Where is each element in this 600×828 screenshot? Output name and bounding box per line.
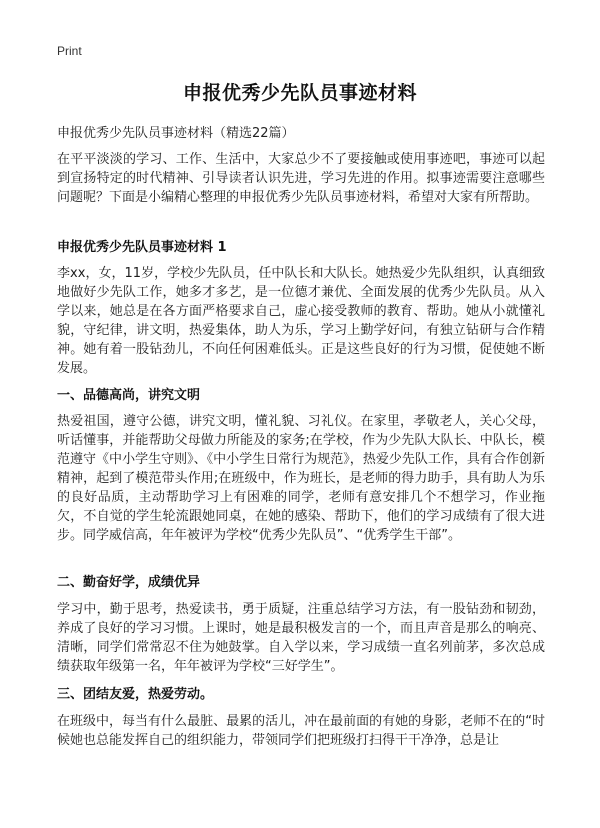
section-heading-2: 一、品德高尚，讲究文明 [57,388,201,403]
section-heading-1: 申报优秀少先队员事迹材料 1 [57,240,227,255]
section-heading-4: 三、团结友爱，热爱劳动。 [57,687,214,702]
section-paragraph-1: 李xx，女，11岁，学校少先队员，任中队长和大队长。她热爱少先队组织，认真细致地做好少先队工作，她多才多艺，是一位德才兼优、全面发展的优秀少先队员。从入学以来，她总是在各方面严格要求自己，虚心接受教师的教育、帮助。她从小就懂礼貌，守纪律，讲文明，热爱集体，助人为乐，学习上勤学好问，有独立钻研与合作精神。她有着一股钻劲儿，不向任何困难低头。正是这些良好的行为习惯，促使她不断发展。 [57,266,545,376]
document-subtitle: 申报优秀少先队员事迹材料（精选22篇） [57,126,295,141]
section-paragraph-4: 在班级中，每当有什么最脏、最累的活儿，冲在最前面的有她的身影，老师不在的“时候她也总能发挥自己的组织能力，带领同学们把班级打扫得干干净净，总是让 [57,714,545,748]
section-heading-3: 二、勤奋好学，成绩优异 [57,575,201,590]
section-paragraph-2: 热爱祖国，遵守公德，讲究文明，懂礼貌、习礼仪。在家里，孝敬老人，关心父母，听话懂事，并能帮助父母做力所能及的家务;在学校，作为少先队大队长、中队长，模范遵守《中小学生守则》、《中小学生日常行为规范》，热爱少先队工作，具有合作创新精神，起到了模范带头作用;在班级中，作为班长，是老师的得力助手，具有助人为乐的良好品质，主动帮助学习上有困难的同学，老师有意安排几个不想学习，作业拖欠，不自觉的学生轮流跟她同桌，在她的感染、帮助下，他们的学习成绩有了很大进步。同学威信高，年年被评为学校“优秀少先队员”、“优秀学生干部”。 [57,414,545,543]
page-title: 申报优秀少先队员事迹材料 [182,82,417,104]
section-paragraph-3: 学习中，勤于思考，热爱读书，勇于质疑，注重总结学习方法，有一股钻劲和韧劲，养成了良好的学习习惯。上课时，她是最积极发言的一个，而且声音是那么的响亮、清晰，同学们常常忍不住为她鼓掌。自入学以来，学习成绩一直名列前茅，多次总成绩获取年级第一名，年年被评为学校“三好学生”。 [57,602,545,674]
intro-paragraph: 在平平淡淡的学习、工作、生活中，大家总少不了要接触或使用事迹吧，事迹可以起到宣扬特定的时代精神、引导读者认识先进，学习先进的作用。拟事迹需要注意哪些问题呢？下面是小编精心整理的申报优秀少先队员事迹材料，希望对大家有所帮助。 [57,152,545,205]
print-link[interactable]: Print [57,44,82,58]
